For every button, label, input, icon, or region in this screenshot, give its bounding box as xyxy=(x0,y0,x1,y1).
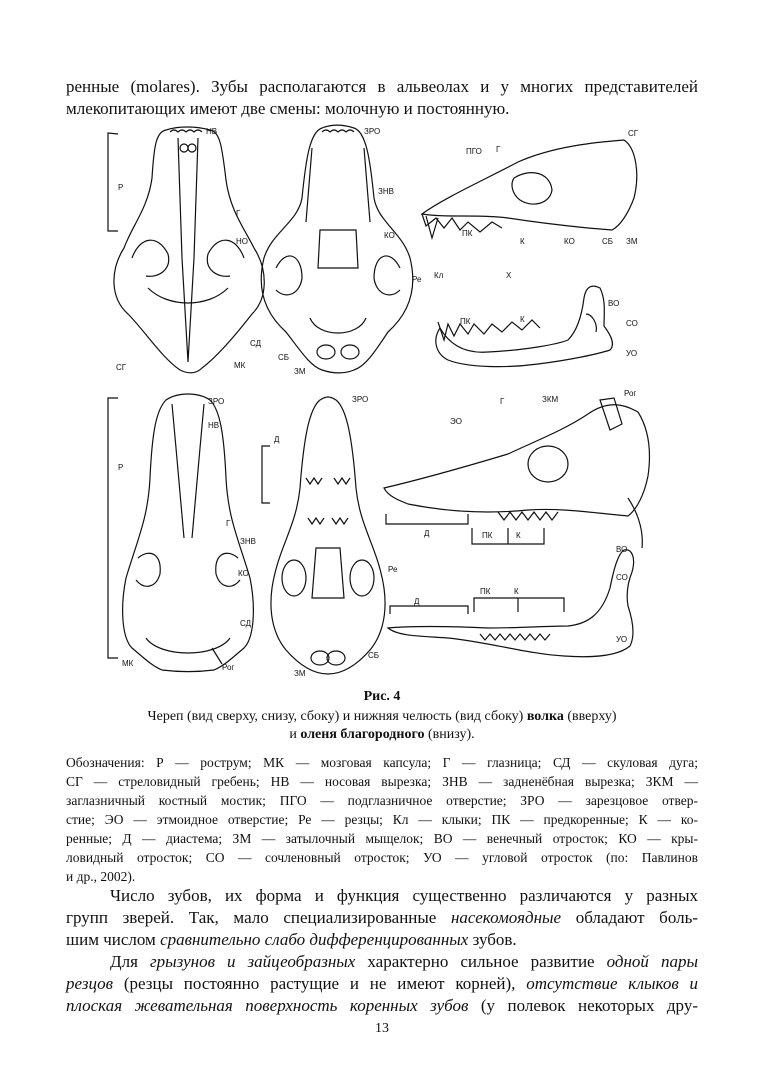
label-k-wolf: К xyxy=(520,237,525,246)
legend-line-7: и др., 2002). xyxy=(66,869,136,884)
label-rog-deer: Рог xyxy=(222,663,235,672)
label-sb-lateral: СБ xyxy=(602,237,614,246)
p1-line-2 xyxy=(66,907,698,929)
label-znv-wolf: ЗНВ xyxy=(378,187,394,196)
caption-line1-pre: Череп (вид сверху, снизу, сбоку) и нижняя челюсть (вид сбоку) xyxy=(147,709,527,724)
caption-line2-pre: и xyxy=(289,727,301,742)
figure-skulls xyxy=(88,118,678,683)
p2-incisors: резцов xyxy=(66,974,114,993)
intro-line-1: ренные (molares). Зубы располагаются в альвеолах и у многих представителей xyxy=(66,77,698,96)
label-d-ventral: Д xyxy=(274,435,280,444)
figure-legend xyxy=(66,753,698,886)
label-sb-deer: СБ xyxy=(368,651,380,660)
p2-line-2 xyxy=(66,973,698,995)
p1-insectivores: насекомоядные xyxy=(450,908,562,927)
label-zkm: ЗКМ xyxy=(542,395,559,404)
legend-line-4: стие; ЭО — этмоидное отверстие; Ре — резцы; Кл — клыки; ПК — предкоренные; К — ко- xyxy=(66,812,698,827)
p2-line-3 xyxy=(66,995,698,1017)
label-uo-wolf: УО xyxy=(626,349,638,358)
p2-line3-end: (у полевок некоторых дру- xyxy=(468,996,698,1015)
label-vo-wolf: ВО xyxy=(608,299,620,308)
caption-deer: оленя благородного xyxy=(300,727,425,742)
label-re-deer: Ре xyxy=(388,565,398,574)
label-vo-deer: ВО xyxy=(616,545,628,554)
label-ko-lateral: КО xyxy=(564,237,575,246)
label-g-lateral: Г xyxy=(496,145,501,154)
deer-skull-lateral xyxy=(384,398,650,548)
p1-line-1: Число зубов, их форма и функция существенно различаются у разных xyxy=(110,886,698,905)
paragraph-teeth-number xyxy=(66,885,698,951)
label-uo-deer: УО xyxy=(616,635,628,644)
wolf-skull-dorsal xyxy=(108,127,264,373)
caption-line2-post: (внизу). xyxy=(424,727,475,742)
label-sd-deer: СД xyxy=(240,619,252,628)
label-pk-deer: ПК xyxy=(482,531,493,540)
label-zm-deer: ЗМ xyxy=(294,669,306,678)
deer-mandible xyxy=(388,550,634,657)
label-ko-deer: КО xyxy=(238,569,249,578)
label-so-wolf: СО xyxy=(626,319,638,328)
p1-line2-end: обладают боль- xyxy=(561,908,698,927)
p2-flat-surface: плоская жевательная поверхность коренных зубов xyxy=(66,996,469,1015)
legend-line-2: СГ — стреловидный гребень; НВ — носовая вырезка; ЗНВ — задненёбная вырезка; ЗКМ — xyxy=(66,774,698,789)
caption-line1-post: (вверху) xyxy=(563,709,617,724)
label-no: НО xyxy=(236,237,248,246)
label-kl-wolf: Кл xyxy=(434,271,444,280)
label-znv-deer: ЗНВ xyxy=(240,537,256,546)
wolf-skull-ventral xyxy=(261,125,413,373)
p1-line3-text: шим числом xyxy=(66,930,161,949)
page-number: 13 xyxy=(375,1021,389,1036)
label-g-wolf: Г xyxy=(236,209,241,218)
p2-line-1 xyxy=(66,951,698,973)
p2-one-pair: одной пары xyxy=(606,952,698,971)
wolf-mandible xyxy=(436,286,613,366)
label-pk-mandible-wolf: ПК xyxy=(460,317,471,326)
label-zm-lateral: ЗМ xyxy=(626,237,638,246)
label-sd-wolf: СД xyxy=(250,339,262,348)
figure-caption xyxy=(100,708,664,744)
label-d-mandible: Д xyxy=(414,597,420,606)
label-x: Х xyxy=(506,271,512,280)
label-zro-wolf: ЗРО xyxy=(364,127,381,136)
label-pk-mandible-deer: ПК xyxy=(480,587,491,596)
figure-title: Рис. 4 xyxy=(363,689,401,704)
label-ko-wolf: КО xyxy=(384,231,395,240)
label-g-deer: Г xyxy=(226,519,231,528)
p2-line1-start: Для xyxy=(110,952,150,971)
label-sg-lateral: СГ xyxy=(628,129,639,138)
label-g-deer-lateral: Г xyxy=(500,397,505,406)
label-p-wolf: Р xyxy=(118,183,124,192)
legend-line-3: заглазничный костный мостик; ПГО — подглазничное отверстие; ЗРО — зарезцовое отвер- xyxy=(66,793,698,808)
label-k-deer: К xyxy=(516,531,521,540)
label-rog-lateral: Рог xyxy=(624,389,637,398)
deer-skull-dorsal xyxy=(108,394,253,672)
label-mk-wolf: МК xyxy=(234,361,246,370)
paragraph-rodents xyxy=(66,951,698,1017)
label-mk-deer: МК xyxy=(122,659,134,668)
p2-no-canines: отсутствие клыков и xyxy=(526,974,698,993)
p2-line1-mid: характерно сильное развитие xyxy=(355,952,607,971)
deer-skull-ventral xyxy=(262,397,385,674)
wolf-skull-lateral xyxy=(422,140,637,238)
p1-line2-text: групп зверей. Так, мало специализированные xyxy=(66,908,451,927)
label-nv-deer: НВ xyxy=(208,421,220,430)
label-so-deer: СО xyxy=(616,573,628,582)
intro-paragraph xyxy=(66,76,698,120)
p2-line2-comma: , xyxy=(511,974,527,993)
label-pk-wolf: ПК xyxy=(462,229,473,238)
label-re-wolf: Ре xyxy=(412,275,422,284)
p1-weakly-differentiated: сравнительно слабо дифференцированных xyxy=(160,930,469,949)
label-nv-wolf: НВ xyxy=(206,127,218,136)
intro-line-2: млекопитающих имеют две смены: молочную и постоянную. xyxy=(66,99,510,118)
p1-line3-end: зубов. xyxy=(468,930,517,949)
p2-line2-text: (резцы постоянно растущие и не имеют корней) xyxy=(113,974,512,993)
legend-line-1: Обозначения: Р — рострум; МК — мозговая капсула; Г — глазница; СД — скуловая дуга; xyxy=(66,755,698,770)
p2-rodents: грызунов и зайцеобразных xyxy=(149,952,356,971)
label-p-deer: Р xyxy=(118,463,124,472)
label-pgo: ПГО xyxy=(466,147,482,156)
label-sb-wolf: СБ xyxy=(278,353,290,362)
label-d-lateral: Д xyxy=(424,529,430,538)
legend-line-5: ренные; Д — диастема; ЗМ — затылочный мыщелок; ВО — венечный отросток; КО — кры- xyxy=(66,831,698,846)
label-zro-deer: ЗРО xyxy=(208,397,225,406)
label-k-mandible-wolf: К xyxy=(520,315,525,324)
label-sg-wolf: СГ xyxy=(116,363,127,372)
label-eo: ЭО xyxy=(450,417,462,426)
label-k-mandible-deer: К xyxy=(514,587,519,596)
label-zro-deer-ventral: ЗРО xyxy=(352,395,369,404)
p1-line-3 xyxy=(66,929,698,951)
label-zm-wolf: ЗМ xyxy=(294,367,306,376)
legend-line-6: ловидный отросток; СО — сочленовный отросток; УО — угловой отросток (по: Павлинов xyxy=(66,850,698,865)
caption-wolf: волка xyxy=(526,709,564,724)
